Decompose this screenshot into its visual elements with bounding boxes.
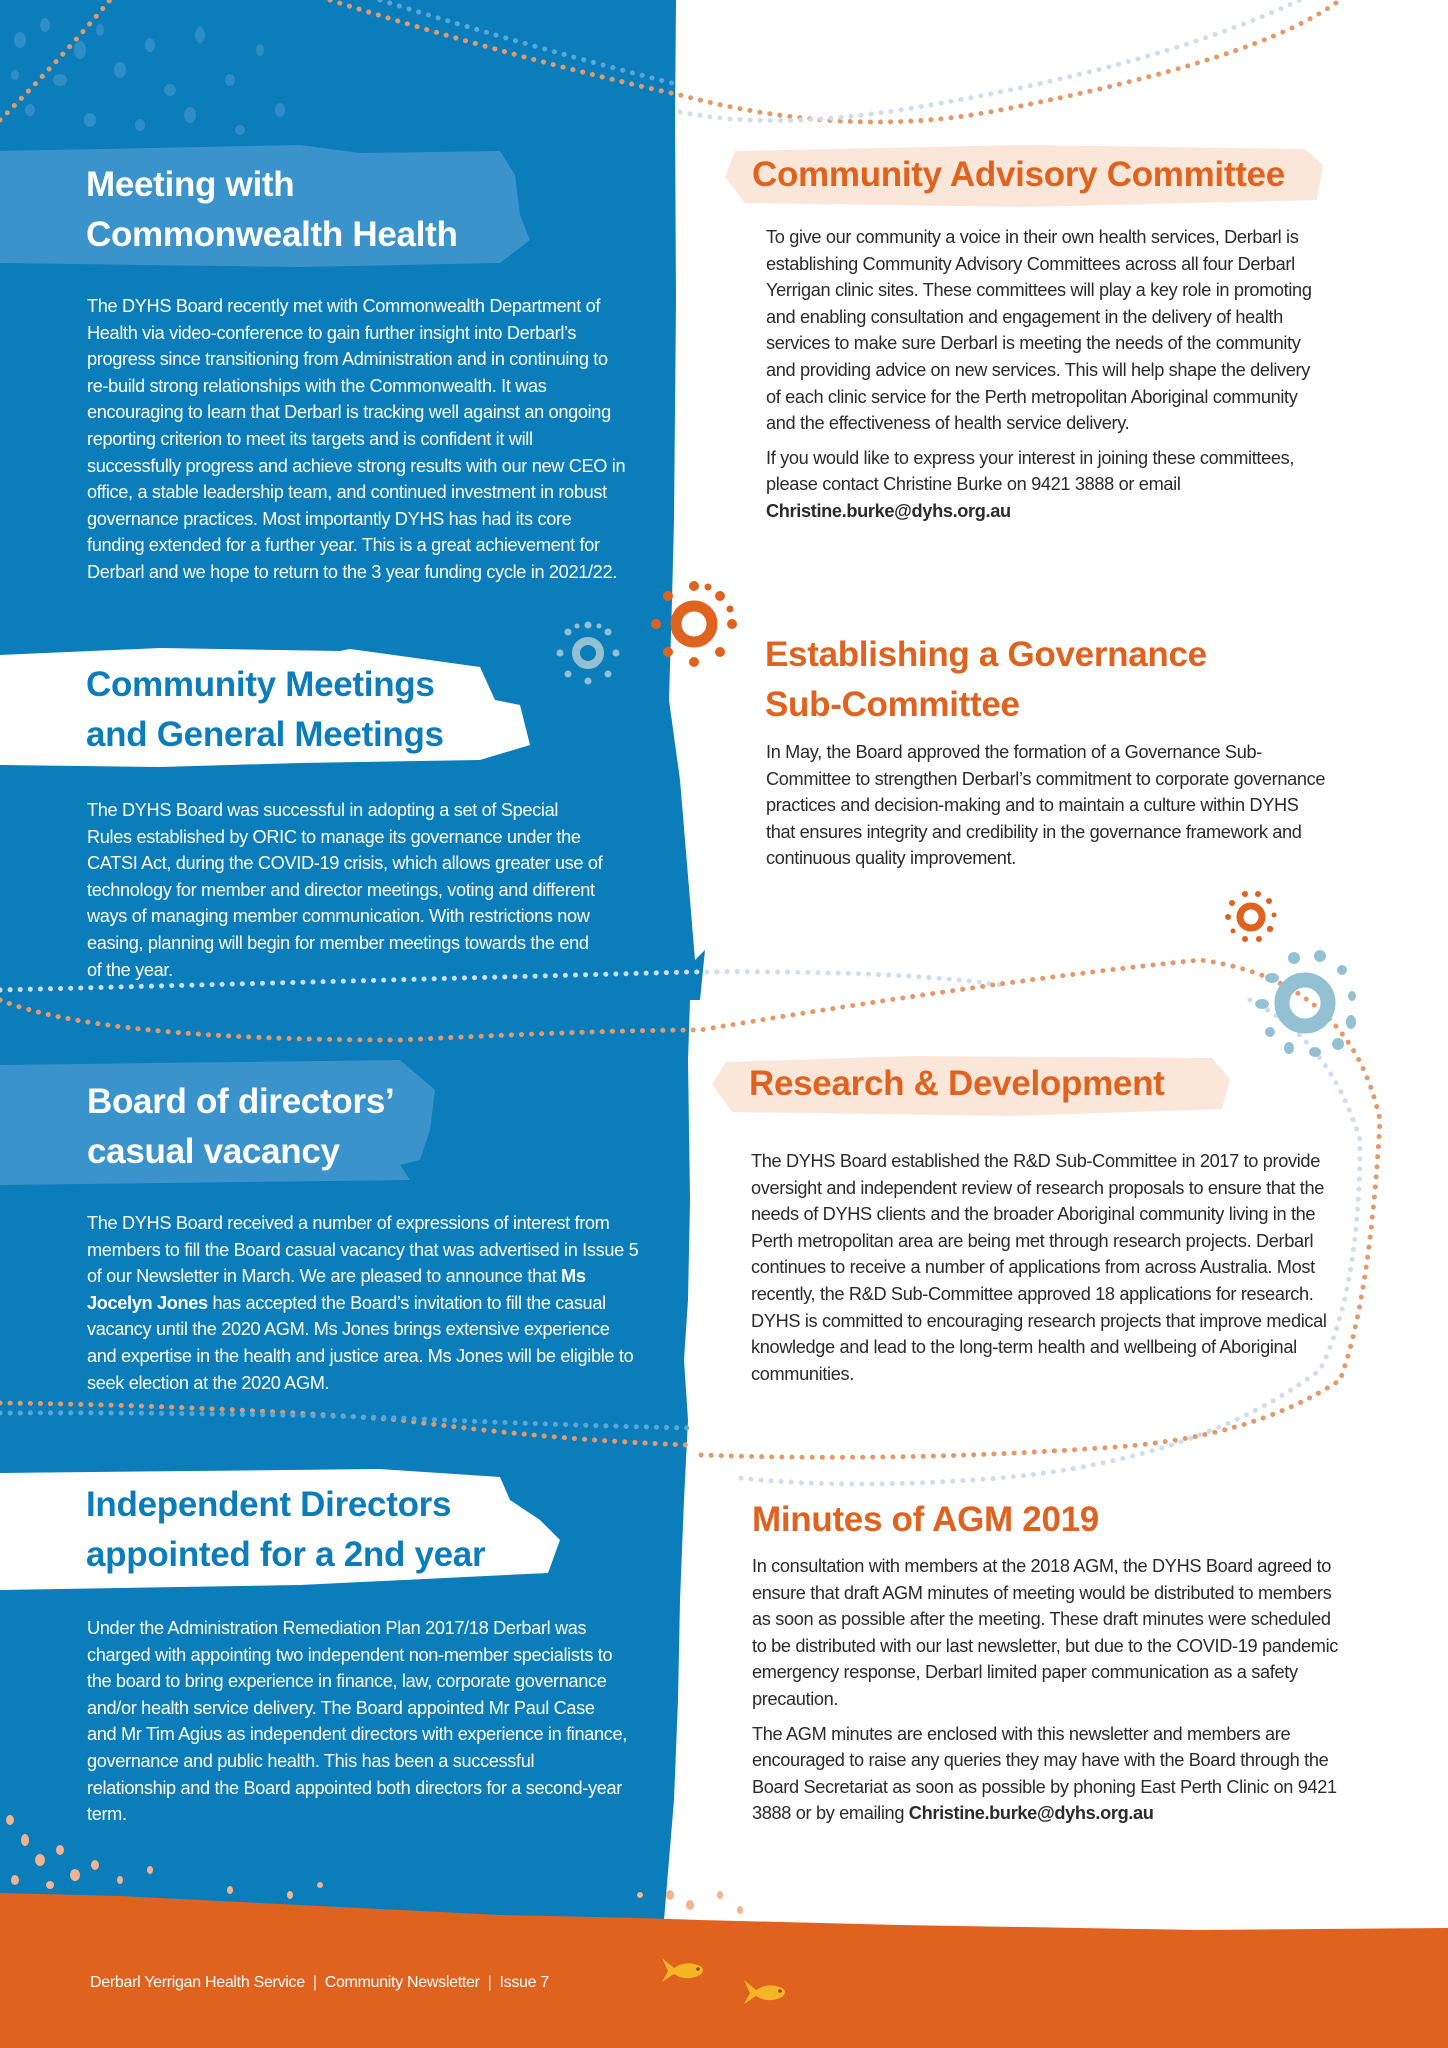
fish-icon (656, 1956, 708, 1986)
section-title-commonwealth: Meeting with Commonwealth Health (86, 165, 458, 254)
heading-band-casual-vacancy (0, 1060, 440, 1185)
sun-dots-icon (648, 578, 740, 670)
sun-dots-icon (1250, 948, 1360, 1058)
section-body-advisory-committee: To give our community a voice in their own health services, Derbarl is establishing Community Advisory Committees across all four Derbarl Yerrigan clinic sites. These committees will play a key role in promoting and enabling consultation and engagement in the delivery of health services to make sure Derbarl is meeting the needs of the community and providing advice on new services. This will help shape the delivery of each clinic service for the Perth metropolitan Aboriginal community and the effectiveness of health service delivery. If you would like to express your interest in joining these committees, please contact Christine Burke on 9421 3888 or email Christine.burke@dyhs.org.au (766, 227, 1312, 521)
section-title-agm-minutes: Minutes of AGM 2019 (752, 1500, 1099, 1539)
heading-band-independent-directors (0, 1465, 560, 1590)
section-title-advisory-committee: Community Advisory Committee (752, 155, 1285, 194)
footer-issue: Issue 7 (499, 1974, 549, 1991)
section-title-governance: Establishing a Governance Sub-Committee (765, 635, 1207, 724)
heading-band-community-meetings (0, 645, 540, 767)
section-body-independent-directors: Under the Administration Remediation Plan 2017/18 Derbarl was charged with appointing two independent non-member specialists to the board to bring experience in finance, law, corporate governance and/or health service delivery. The Board appointed Mr Paul Case and Mr Tim Agius as independent directors with experience in finance, governance and public health. This has been a successful relationship and the Board appointed both directors for a second-year term. (87, 1618, 627, 1825)
footer-organisation: Derbarl Yerrigan Health Service (90, 1974, 305, 1991)
section-body-research: The DYHS Board established the R&D Sub-Committee in 2017 to provide oversight and independent review of research proposals to ensure that the needs of DYHS clients and the broader Aboriginal community living in the Perth metropolitan area are being met through research projects. Derbarl continues to receive a number of applications from across Australia. Most recently, the R&D Sub-Committee approved 18 applications for research. DYHS is committed to encouraging research projects that improve medical knowledge and lead to the long-term health and wellbeing of Aboriginal communities. (751, 1151, 1327, 1384)
sun-dots-icon (1223, 889, 1279, 945)
section-title-independent-directors: Independent Directors appointed for a 2nd year (86, 1485, 486, 1574)
section-body-community-meetings: The DYHS Board was successful in adopting a set of Special Rules established by ORIC to manage its governance under the CATSI Act, during the COVID-19 crisis, which allows greater use of technology for member and director meetings, voting and different ways of managing member communication. With restrictions now easing, planning will begin for member meetings towards the end of the year. (87, 800, 603, 980)
section-title-community-meetings: Community Meetings and General Meetings (86, 665, 444, 754)
section-body-agm-minutes: In consultation with members at the 2018 AGM, the DYHS Board agreed to ensure that draft AGM minutes of meeting would be distributed to members as soon as possible after the meeting. These draft minutes were scheduled to be distributed with our last newsletter, but due to the COVID-19 pandemic emergency response, Derbarl limited paper communication as a safety precaution. The AGM minutes are enclosed with this newsletter and members are encouraged to raise any queries they may have with the Board through the Board Secretariat as soon as possible by phoning East Perth Clinic on 9421 3888 or by emailing Christine.burke@dyhs.org.au (752, 1556, 1339, 1824)
heading-band-commonwealth (0, 145, 535, 267)
footer-band (0, 1893, 1448, 2048)
footer-credits: Derbarl Yerrigan Health Service | Community Newsletter | Issue 7 (90, 1974, 549, 1991)
appointee-name: Ms Jocelyn Jones (87, 1266, 586, 1313)
heading-band-research (712, 1054, 1232, 1116)
footer-publication: Community Newsletter (324, 1974, 480, 1991)
section-body-commonwealth: The DYHS Board recently met with Commonwealth Department of Health via video-conference to gain further insight into Derbarl’s progress since transitioning from Administration and in continuing to re-build strong relationships with the Commonwealth. It was encouraging to learn that Derbarl is tracking well against an ongoing reporting criterion to meet its targets and is confident it will successfully progress and achieve strong results with our new CEO in office, a stable leadership team, and continued investment in robust governance practices. Most importantly DYHS has had its core funding extended for a further year. This is a great achievement for Derbarl and we hope to return to the 3 year funding cycle in 2021/22. (87, 296, 626, 582)
sun-dots-icon (553, 618, 623, 688)
section-body-casual-vacancy: The DYHS Board received a number of expressions of interest from members to fill the Board casual vacancy that was advertised in Issue 5 of our Newsletter in March. We are pleased to announce that Ms Jocelyn Jones has accepted the Board’s invitation to fill the casual vacancy until the 2020 AGM. Ms Jones brings extensive experience and expertise in the health and justice area. Ms Jones will be eligible to seek election at the 2020 AGM. (87, 1213, 639, 1393)
section-body-governance: In May, the Board approved the formation of a Governance Sub-Committee to strengthen Derbarl’s commitment to corporate governance practices and decision-making and to maintain a culture within DYHS that ensures integrity and credibility in the governance framework and continuous quality improvement. (766, 742, 1326, 869)
contact-email-link[interactable]: Christine.burke@dyhs.org.au (766, 500, 1011, 521)
section-title-casual-vacancy: Board of directors’ casual vacancy (87, 1082, 395, 1171)
contact-email-link[interactable]: Christine.burke@dyhs.org.au (908, 1803, 1154, 1824)
heading-band-advisory-committee (725, 145, 1323, 207)
section-title-research: Research & Development (749, 1064, 1165, 1103)
fish-icon (738, 1978, 790, 2008)
